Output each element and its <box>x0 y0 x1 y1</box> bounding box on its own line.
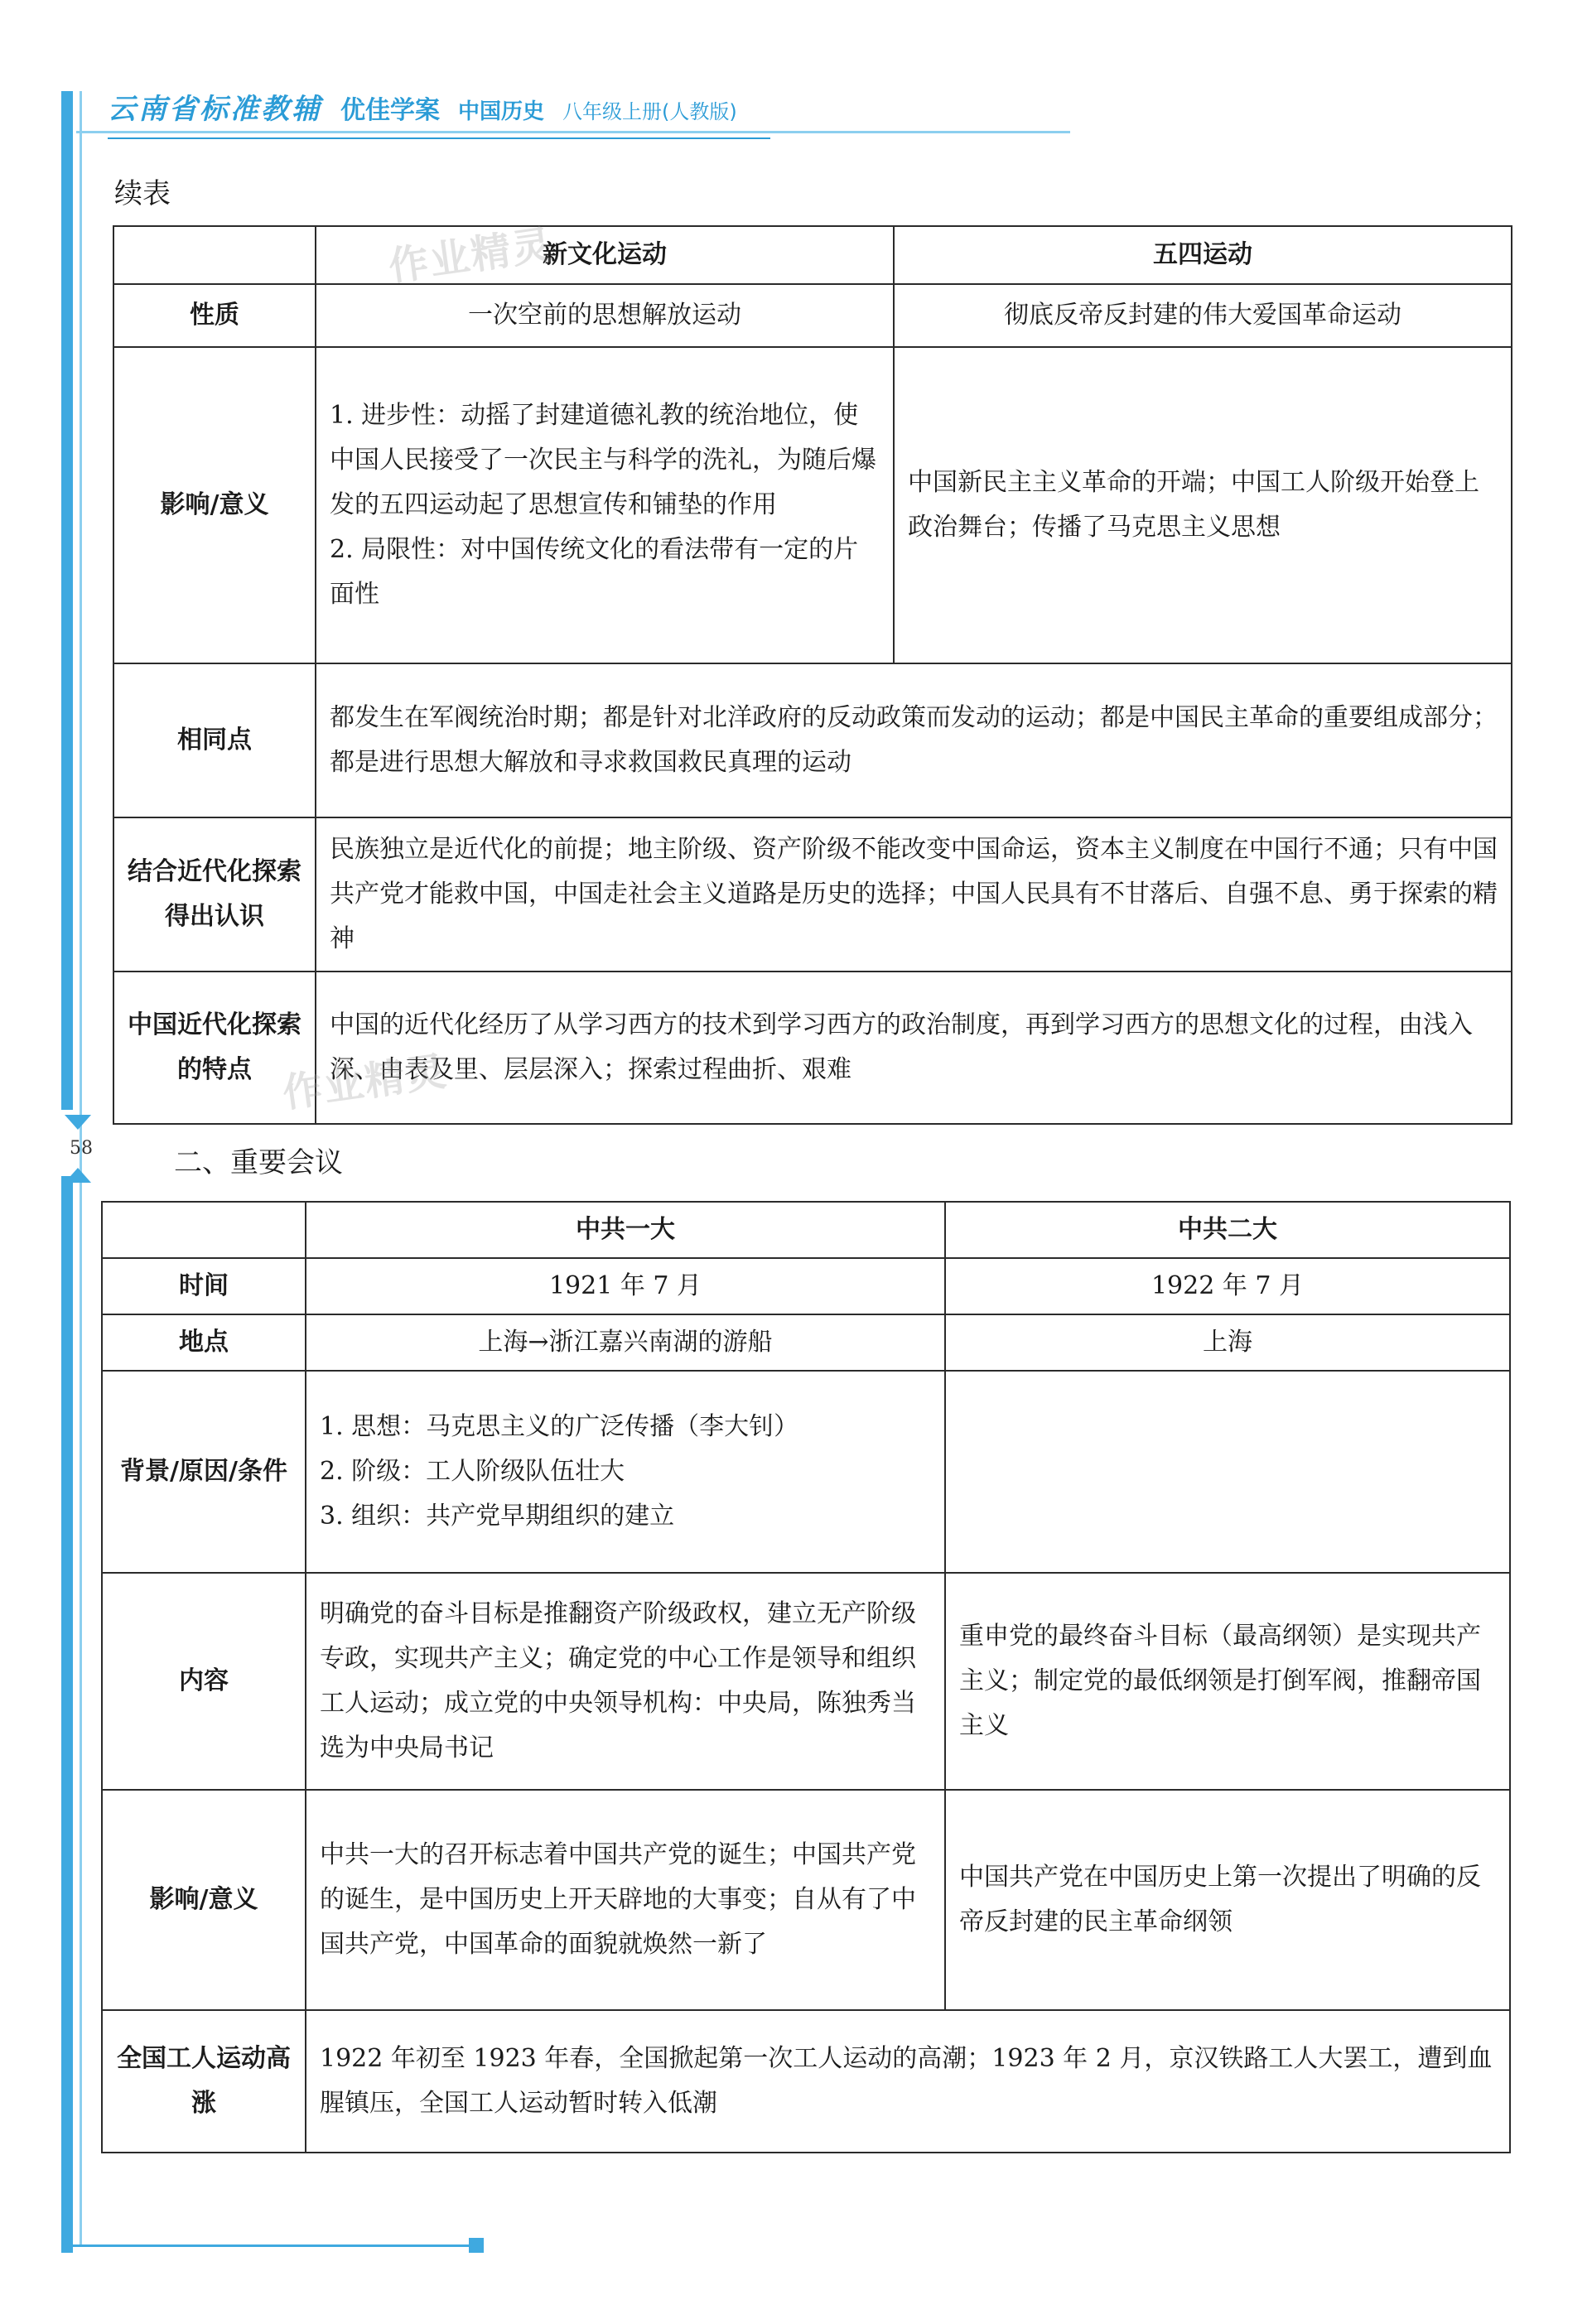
row-common <box>113 663 1512 817</box>
background-ideology: 1. 思想：马克思主义的广泛传播（李大钊） <box>320 1412 799 1441</box>
cell-time-first: 1921 年 7 月 <box>306 1258 945 1314</box>
cell-background-first <box>306 1371 945 1573</box>
row-label-features: 中国近代化探索的特点 <box>113 972 316 1124</box>
table-movements <box>113 225 1512 1125</box>
page-header <box>108 86 737 136</box>
col-first-congress: 中共一大 <box>306 1202 945 1258</box>
row-content <box>102 1573 1510 1790</box>
row-place <box>102 1314 1510 1371</box>
row-impact <box>113 347 1512 663</box>
cell-features: 中国的近代化经历了从学习西方的技术到学习西方的政治制度，再到学习西方的思想文化的过程，由浅入深、由表及里、层层深入；探索过程曲折、艰难 <box>316 972 1512 1124</box>
footer-square <box>469 2238 484 2253</box>
row-nature <box>113 284 1512 347</box>
impact-progressive: 1. 进步性：动摇了封建道德礼教的统治地位，使中国人民接受了一次民主与科学的洗礼，为随后爆发的五四运动起了思想宣传和铺垫的作用 <box>330 401 876 519</box>
table2-header-row <box>102 1202 1510 1258</box>
table1-corner-cell <box>113 226 316 284</box>
row-label-content: 内容 <box>102 1573 306 1790</box>
book-title: 优佳学案 <box>340 96 440 125</box>
table1-header-row <box>113 226 1512 284</box>
section-title: 二、重要会议 <box>174 1146 343 1179</box>
impact-limitation: 2. 局限性：对中国传统文化的看法带有一定的片面性 <box>330 535 859 609</box>
row-time <box>102 1258 1510 1314</box>
cell-common: 都发生在军阀统治时期；都是针对北洋政府的反动政策而发动的运动；都是中国民主革命的重要组成部分；都是进行思想大解放和寻求救国救民真理的运动 <box>316 663 1512 817</box>
table1-caption: 续表 <box>114 177 171 210</box>
cell-impact-new-culture <box>316 347 894 663</box>
cell-labor: 1922 年初至 1923 年春，全国掀起第一次工人运动的高潮；1923 年 2 月，京汉铁路工人大罢工，遭到血腥镇压，全国工人运动暂时转入低潮 <box>306 2010 1510 2153</box>
margin-bar-bottom <box>61 1176 73 2253</box>
row-label-background: 背景/原因/条件 <box>102 1371 306 1573</box>
row-label-impact2: 影响/意义 <box>102 1790 306 2010</box>
header-rule <box>76 131 1070 133</box>
subject-title: 中国历史 <box>458 99 545 124</box>
page-number: 58 <box>70 1138 93 1159</box>
cell-content-first: 明确党的奋斗目标是推翻资产阶级政权，建立无产阶级专政，实现共产主义；确定党的中心工作是领导和组织工人运动；成立党的中央领导机构：中央局，陈独秀当选为中央局书记 <box>306 1573 945 1790</box>
cell-nature-new-culture: 一次空前的思想解放运动 <box>316 284 894 347</box>
row-label-nature: 性质 <box>113 284 316 347</box>
cell-impact-may-fourth: 中国新民主主义革命的开端；中国工人阶级开始登上政治舞台；传播了马克思主义思想 <box>894 347 1512 663</box>
row-label-labor: 全国工人运动高涨 <box>102 2010 306 2153</box>
col-may-fourth: 五四运动 <box>894 226 1512 284</box>
cell-nature-may-fourth: 彻底反帝反封建的伟大爱国革命运动 <box>894 284 1512 347</box>
row-impact2 <box>102 1790 1510 2010</box>
row-label-common: 相同点 <box>113 663 316 817</box>
row-label-place: 地点 <box>102 1314 306 1371</box>
background-organization: 3. 组织：共产党早期组织的建立 <box>320 1502 675 1531</box>
row-label-impact: 影响/意义 <box>113 347 316 663</box>
row-label-conclusion: 结合近代化探索得出认识 <box>113 817 316 972</box>
background-class: 2. 阶级：工人阶级队伍壮大 <box>320 1457 625 1486</box>
cell-place-first: 上海→浙江嘉兴南湖的游船 <box>306 1314 945 1371</box>
cell-impact-second: 中国共产党在中国历史上第一次提出了明确的反帝反封建的民主革命纲领 <box>945 1790 1510 2010</box>
row-labor <box>102 2010 1510 2153</box>
col-new-culture: 新文化运动 <box>316 226 894 284</box>
grade-label: 八年级上册(人教版) <box>562 100 737 123</box>
margin-bar-top <box>61 91 73 1110</box>
row-conclusion <box>113 817 1512 972</box>
page-marker-top <box>65 1115 91 1130</box>
footer-line <box>66 2244 472 2247</box>
col-second-congress: 中共二大 <box>945 1202 1510 1258</box>
header-rule-accent <box>108 137 770 139</box>
row-label-time: 时间 <box>102 1258 306 1314</box>
watermark-bottom: 作业精灵 <box>279 1048 451 1117</box>
watermark-top: 作业精灵 <box>385 221 557 291</box>
cell-time-second: 1922 年 7 月 <box>945 1258 1510 1314</box>
series-title: 云南省标准教辅 <box>108 93 322 126</box>
cell-content-second: 重申党的最终奋斗目标（最高纲领）是实现共产主义；制定党的最低纲领是打倒军阀，推翻帝国主义 <box>945 1573 1510 1790</box>
cell-conclusion: 民族独立是近代化的前提；地主阶级、资产阶级不能改变中国命运，资本主义制度在中国行不通；只有中国共产党才能救中国，中国走社会主义道路是历史的选择；中国人民具有不甘落后、自强不息、勇于探索的精神 <box>316 817 1512 972</box>
row-background <box>102 1371 1510 1573</box>
table2-corner-cell <box>102 1202 306 1258</box>
cell-impact-first: 中共一大的召开标志着中国共产党的诞生；中国共产党的诞生，是中国历史上开天辟地的大事变；自从有了中国共产党，中国革命的面貌就焕然一新了 <box>306 1790 945 2010</box>
cell-background-second <box>945 1371 1510 1573</box>
table-meetings <box>101 1201 1511 2153</box>
cell-place-second: 上海 <box>945 1314 1510 1371</box>
page-marker-bottom <box>65 1168 91 1183</box>
